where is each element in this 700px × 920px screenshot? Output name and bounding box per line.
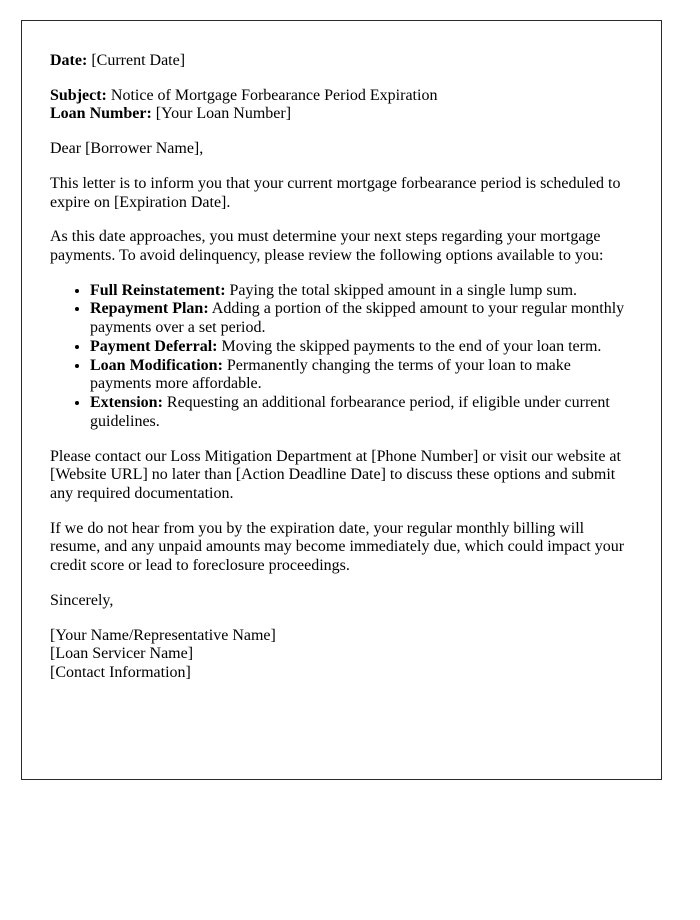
date-line: [50, 52, 633, 71]
subject-loan-block: [50, 87, 633, 124]
signature-servicer: [Loan Servicer Name]: [50, 645, 194, 663]
paragraph-intro: This letter is to inform you that your current mortgage forbearance period is scheduled to expire on [Expiration Date].: [50, 174, 621, 211]
paragraph-contact: Please contact our Loss Mitigation Department at [Phone Number] or visit our website at [Website URL] no later than [Action Deadline Date] to discuss these options and submit any required documentation.: [50, 447, 621, 502]
loan-number-value: [Your Loan Number]: [155, 105, 292, 123]
paragraph-options-lead: As this date approaches, you must determine your next steps regarding your mortgage payments. To avoid delinquency, please review the following options available to you:: [50, 228, 604, 265]
signature-name: [Your Name/Representative Name]: [50, 626, 276, 644]
date-value: [Current Date]: [91, 52, 186, 69]
signature-contact: [Contact Information]: [50, 663, 191, 681]
subject-value: Notice of Mortgage Forbearance Period Expiration: [110, 86, 438, 104]
option-label: Extension:: [90, 394, 163, 412]
option-label: Loan Modification:: [90, 356, 223, 374]
option-text: Permanently changing the terms of your loan to make payments more affordable.: [90, 356, 571, 393]
subject-label: Subject:: [50, 86, 107, 104]
letter-document: [21, 20, 662, 780]
closing: Sincerely,: [50, 591, 114, 609]
option-text: Adding a portion of the skipped amount to your regular monthly payments over a set period.: [90, 300, 625, 337]
list-item-payment-deferral: [90, 338, 633, 357]
option-text: Requesting an additional forbearance period, if eligible under current guidelines.: [90, 394, 610, 430]
loan-number-label: Loan Number:: [50, 105, 152, 123]
option-label: Full Reinstatement:: [90, 281, 226, 299]
salutation: Dear [Borrower Name],: [50, 140, 204, 158]
option-label: Payment Deferral:: [90, 337, 218, 355]
option-label: Repayment Plan:: [90, 300, 209, 318]
paragraph-warning: If we do not hear from you by the expiration date, your regular monthly billing will resume, and any unpaid amounts may become immediately due, which could impact your credit score or lead to foreclosure proceedings.: [50, 519, 625, 575]
list-item-extension: [90, 394, 633, 431]
options-list: [50, 282, 633, 432]
list-item-full-reinstatement: [90, 282, 633, 301]
signature-block: [50, 627, 633, 683]
option-text: Moving the skipped payments to the end of your loan term.: [221, 337, 602, 355]
date-label: Date:: [50, 52, 88, 69]
list-item-repayment-plan: [90, 300, 633, 337]
option-text: Paying the total skipped amount in a single lump sum.: [229, 281, 578, 299]
list-item-loan-modification: [90, 357, 633, 394]
